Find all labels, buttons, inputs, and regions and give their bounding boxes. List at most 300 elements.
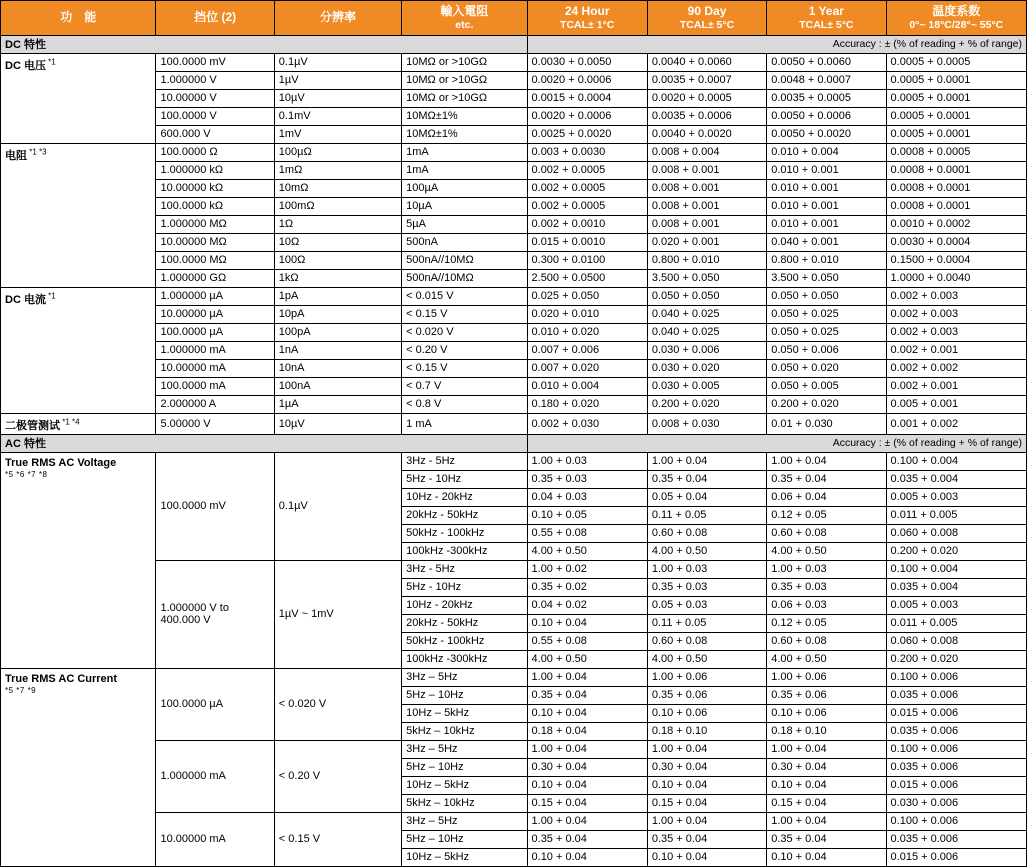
cell-c3: 5µA (402, 215, 527, 233)
cell-c6: 1.00 + 0.03 (647, 560, 766, 578)
cell-c4: 5Hz – 10Hz (402, 686, 527, 704)
range-label: 100.0000 mV (156, 452, 274, 560)
cell-c7: 0.12 + 0.05 (767, 614, 886, 632)
table-row (1, 413, 1027, 434)
cell-c7: 0.06 + 0.04 (767, 488, 886, 506)
cell-c7: 0.35 + 0.03 (767, 578, 886, 596)
cell-c4: 0.003 + 0.0030 (527, 143, 647, 161)
cell-c2: 10pA (274, 305, 401, 323)
cell-c8: 0.035 + 0.006 (886, 758, 1026, 776)
cell-c5: 1.00 + 0.02 (527, 560, 647, 578)
cell-c5: 0.008 + 0.001 (647, 179, 766, 197)
cell-c4: 50kHz - 100kHz (402, 632, 527, 650)
cell-c7: 0.0008 + 0.0001 (886, 179, 1026, 197)
cell-c6: 0.18 + 0.10 (647, 722, 766, 740)
cell-c3: 10MΩ±1% (402, 107, 527, 125)
table-header (1, 1, 1027, 36)
cell-c4: 20kHz - 50kHz (402, 506, 527, 524)
cell-c5: 0.04 + 0.02 (527, 596, 647, 614)
cell-c3: < 0.15 V (402, 359, 527, 377)
cell-c5: 0.050 + 0.050 (647, 287, 766, 305)
cell-c4: 10Hz - 20kHz (402, 488, 527, 506)
cell-c5: 0.030 + 0.020 (647, 359, 766, 377)
cell-c7: 0.10 + 0.04 (767, 848, 886, 866)
cell-c6: 0.0035 + 0.0005 (767, 89, 886, 107)
cell-c6: 0.010 + 0.001 (767, 179, 886, 197)
cell-c6: 0.35 + 0.04 (647, 830, 766, 848)
cell-c4: 0.002 + 0.0005 (527, 179, 647, 197)
cell-c1: 5.00000 V (156, 413, 274, 434)
resolution-label: < 0.20 V (274, 740, 401, 812)
cell-c4: 10Hz – 5kHz (402, 704, 527, 722)
cell-c8: 0.015 + 0.006 (886, 848, 1026, 866)
cell-c5: 0.10 + 0.05 (527, 506, 647, 524)
col-24hour: 24 Hour TCAL± 1°C (527, 1, 647, 36)
cell-c4: 3Hz – 5Hz (402, 812, 527, 830)
cell-c5: 0.008 + 0.001 (647, 161, 766, 179)
cell-c8: 0.035 + 0.006 (886, 686, 1026, 704)
section-header-row (1, 35, 1027, 53)
cell-c6: 0.0050 + 0.0060 (767, 53, 886, 71)
cell-c6: 0.050 + 0.050 (767, 287, 886, 305)
cell-c7: 0.0005 + 0.0001 (886, 107, 1026, 125)
cell-c2: 10Ω (274, 233, 401, 251)
cell-c6: 0.050 + 0.025 (767, 323, 886, 341)
cell-c3: 10MΩ or >10GΩ (402, 89, 527, 107)
cell-c6: 0.01 + 0.030 (767, 413, 886, 434)
range-label: 1.000000 mA (156, 740, 274, 812)
cell-c5: 0.040 + 0.025 (647, 323, 766, 341)
cell-c7: 4.00 + 0.50 (767, 542, 886, 560)
cell-c4: 3Hz - 5Hz (402, 452, 527, 470)
cell-c4: 0.002 + 0.0010 (527, 215, 647, 233)
cell-c4: 3Hz - 5Hz (402, 560, 527, 578)
cell-c1: 100.0000 kΩ (156, 197, 274, 215)
cell-c5: 0.35 + 0.04 (527, 686, 647, 704)
cell-c6: 0.35 + 0.06 (647, 686, 766, 704)
cell-c8: 0.005 + 0.003 (886, 596, 1026, 614)
cell-c7: 0.0005 + 0.0001 (886, 71, 1026, 89)
col-temp-coefficient: 温度系数 0°~ 18°C/28°~ 55°C (886, 1, 1026, 36)
cell-c5: 0.008 + 0.001 (647, 197, 766, 215)
cell-c6: 0.050 + 0.005 (767, 377, 886, 395)
cell-c7: 0.0005 + 0.0001 (886, 89, 1026, 107)
cell-c3: < 0.020 V (402, 323, 527, 341)
cell-c7: 0.002 + 0.003 (886, 323, 1026, 341)
cell-c7: 0.1500 + 0.0004 (886, 251, 1026, 269)
col-input-impedance: 輸入電阻 etc. (402, 1, 527, 36)
cell-c4: 0.0030 + 0.0050 (527, 53, 647, 71)
cell-c6: 0.0048 + 0.0007 (767, 71, 886, 89)
cell-c8: 0.035 + 0.006 (886, 722, 1026, 740)
cell-c4: 0.010 + 0.020 (527, 323, 647, 341)
cell-c5: 0.35 + 0.03 (527, 470, 647, 488)
col-1year: 1 Year TCAL± 5°C (767, 1, 886, 36)
cell-c6: 0.0050 + 0.0020 (767, 125, 886, 143)
cell-c2: 10µV (274, 413, 401, 434)
cell-c8: 0.100 + 0.006 (886, 668, 1026, 686)
cell-c7: 0.002 + 0.001 (886, 377, 1026, 395)
cell-c7: 1.00 + 0.06 (767, 668, 886, 686)
cell-c6: 0.30 + 0.04 (647, 758, 766, 776)
cell-c4: 0.020 + 0.010 (527, 305, 647, 323)
cell-c7: 0.002 + 0.002 (886, 359, 1026, 377)
cell-c5: 0.008 + 0.030 (647, 413, 766, 434)
cell-c6: 0.60 + 0.08 (647, 524, 766, 542)
cell-c8: 0.200 + 0.020 (886, 542, 1026, 560)
cell-c6: 0.010 + 0.004 (767, 143, 886, 161)
cell-c3: < 0.15 V (402, 305, 527, 323)
cell-c5: 0.35 + 0.02 (527, 578, 647, 596)
range-label: 100.0000 µA (156, 668, 274, 740)
cell-c7: 0.002 + 0.003 (886, 305, 1026, 323)
cell-c7: 0.002 + 0.001 (886, 341, 1026, 359)
cell-c4: 50kHz - 100kHz (402, 524, 527, 542)
function-label: 二极管测试 $^{*1 *4}$ (1, 413, 156, 434)
cell-c4: 10Hz – 5kHz (402, 848, 527, 866)
cell-c7: 0.15 + 0.04 (767, 794, 886, 812)
cell-c1: 10.00000 kΩ (156, 179, 274, 197)
cell-c6: 0.60 + 0.08 (647, 632, 766, 650)
cell-c4: 100kHz -300kHz (402, 650, 527, 668)
cell-c3: 500nA//10MΩ (402, 269, 527, 287)
cell-c4: 0.015 + 0.0010 (527, 233, 647, 251)
cell-c3: < 0.015 V (402, 287, 527, 305)
cell-c7: 0.10 + 0.04 (767, 776, 886, 794)
cell-c7: 0.35 + 0.04 (767, 830, 886, 848)
resolution-label: < 0.15 V (274, 812, 401, 866)
cell-c3: 100µA (402, 179, 527, 197)
cell-c4: 0.300 + 0.0100 (527, 251, 647, 269)
cell-c5: 0.0040 + 0.0060 (647, 53, 766, 71)
cell-c3: 10MΩ or >10GΩ (402, 53, 527, 71)
cell-c7: 1.0000 + 0.0040 (886, 269, 1026, 287)
cell-c2: 0.1µV (274, 53, 401, 71)
cell-c6: 0.050 + 0.025 (767, 305, 886, 323)
cell-c6: 0.010 + 0.001 (767, 161, 886, 179)
cell-c1: 1.000000 mA (156, 341, 274, 359)
cell-c1: 10.00000 µA (156, 305, 274, 323)
cell-c6: 0.200 + 0.020 (767, 395, 886, 413)
cell-c7: 4.00 + 0.50 (767, 650, 886, 668)
cell-c2: 100nA (274, 377, 401, 395)
cell-c2: 1mV (274, 125, 401, 143)
resolution-label: < 0.020 V (274, 668, 401, 740)
cell-c4: 2.500 + 0.0500 (527, 269, 647, 287)
cell-c1: 10.00000 mA (156, 359, 274, 377)
cell-c5: 0.0020 + 0.0005 (647, 89, 766, 107)
cell-c4: 0.0025 + 0.0020 (527, 125, 647, 143)
cell-c5: 0.800 + 0.010 (647, 251, 766, 269)
cell-c7: 0.0005 + 0.0005 (886, 53, 1026, 71)
cell-c5: 0.10 + 0.04 (527, 614, 647, 632)
cell-c6: 1.00 + 0.04 (647, 812, 766, 830)
section-accuracy-note: Accuracy : ± (% of reading + % of range) (527, 434, 1026, 452)
cell-c4: 0.0015 + 0.0004 (527, 89, 647, 107)
function-label: True RMS AC Current *5 *7 *9 (1, 668, 156, 866)
cell-c6: 0.11 + 0.05 (647, 506, 766, 524)
range-label: 10.00000 mA (156, 812, 274, 866)
cell-c5: 0.020 + 0.001 (647, 233, 766, 251)
cell-c6: 0.11 + 0.05 (647, 614, 766, 632)
cell-c4: 10Hz – 5kHz (402, 776, 527, 794)
cell-c5: 0.0035 + 0.0007 (647, 71, 766, 89)
cell-c1: 10.00000 V (156, 89, 274, 107)
cell-c5: 0.04 + 0.03 (527, 488, 647, 506)
col-resolution: 分辨率 (274, 1, 401, 36)
cell-c2: 1nA (274, 341, 401, 359)
cell-c8: 0.100 + 0.006 (886, 812, 1026, 830)
cell-c3: 10µA (402, 197, 527, 215)
col-90day: 90 Day TCAL± 5°C (647, 1, 766, 36)
cell-c7: 0.0030 + 0.0004 (886, 233, 1026, 251)
cell-c4: 5Hz – 10Hz (402, 830, 527, 848)
cell-c8: 0.060 + 0.008 (886, 632, 1026, 650)
cell-c4: 0.002 + 0.0005 (527, 161, 647, 179)
cell-c5: 0.008 + 0.001 (647, 215, 766, 233)
cell-c2: 100mΩ (274, 197, 401, 215)
cell-c5: 0.30 + 0.04 (527, 758, 647, 776)
cell-c4: 0.025 + 0.050 (527, 287, 647, 305)
col-function: 功 能 (1, 1, 156, 36)
table-row (1, 53, 1027, 71)
cell-c7: 0.35 + 0.06 (767, 686, 886, 704)
cell-c7: 1.00 + 0.04 (767, 740, 886, 758)
cell-c8: 0.035 + 0.004 (886, 578, 1026, 596)
cell-c7: 0.12 + 0.05 (767, 506, 886, 524)
cell-c8: 0.035 + 0.004 (886, 470, 1026, 488)
cell-c2: 1µA (274, 395, 401, 413)
cell-c6: 0.15 + 0.04 (647, 794, 766, 812)
cell-c4: 0.0020 + 0.0006 (527, 71, 647, 89)
cell-c3: 1mA (402, 161, 527, 179)
resolution-label: 1µV ~ 1mV (274, 560, 401, 668)
cell-c4: 5Hz - 10Hz (402, 578, 527, 596)
cell-c7: 0.005 + 0.001 (886, 395, 1026, 413)
cell-c7: 0.002 + 0.003 (886, 287, 1026, 305)
cell-c6: 0.050 + 0.020 (767, 359, 886, 377)
cell-c2: 10nA (274, 359, 401, 377)
cell-c2: 1Ω (274, 215, 401, 233)
cell-c3: 10MΩ±1% (402, 125, 527, 143)
cell-c6: 0.05 + 0.03 (647, 596, 766, 614)
cell-c5: 1.00 + 0.04 (527, 740, 647, 758)
cell-c8: 0.100 + 0.006 (886, 740, 1026, 758)
cell-c1: 1.000000 kΩ (156, 161, 274, 179)
cell-c5: 0.10 + 0.04 (527, 776, 647, 794)
cell-c7: 1.00 + 0.04 (767, 812, 886, 830)
table-row (1, 452, 1027, 470)
cell-c2: 10µV (274, 89, 401, 107)
cell-c7: 0.18 + 0.10 (767, 722, 886, 740)
cell-c6: 0.050 + 0.006 (767, 341, 886, 359)
cell-c7: 0.10 + 0.06 (767, 704, 886, 722)
cell-c6: 0.35 + 0.04 (647, 470, 766, 488)
cell-c1: 100.0000 MΩ (156, 251, 274, 269)
cell-c3: < 0.7 V (402, 377, 527, 395)
function-label: DC 电压 $^{*1}$ (1, 53, 156, 143)
header-row (1, 1, 1027, 36)
resolution-label: 0.1µV (274, 452, 401, 560)
cell-c3: 1 mA (402, 413, 527, 434)
cell-c1: 600.000 V (156, 125, 274, 143)
cell-c8: 0.005 + 0.003 (886, 488, 1026, 506)
cell-c6: 0.10 + 0.06 (647, 704, 766, 722)
cell-c5: 0.200 + 0.020 (647, 395, 766, 413)
cell-c7: 0.001 + 0.002 (886, 413, 1026, 434)
cell-c1: 1.000000 MΩ (156, 215, 274, 233)
cell-c6: 0.800 + 0.010 (767, 251, 886, 269)
cell-c6: 0.010 + 0.001 (767, 197, 886, 215)
cell-c1: 1.000000 GΩ (156, 269, 274, 287)
cell-c3: < 0.20 V (402, 341, 527, 359)
cell-c7: 0.06 + 0.03 (767, 596, 886, 614)
cell-c7: 0.60 + 0.08 (767, 524, 886, 542)
cell-c5: 1.00 + 0.03 (527, 452, 647, 470)
cell-c6: 0.10 + 0.04 (647, 848, 766, 866)
cell-c7: 0.0008 + 0.0001 (886, 197, 1026, 215)
cell-c2: 100pA (274, 323, 401, 341)
cell-c2: 0.1mV (274, 107, 401, 125)
cell-c4: 0.002 + 0.0005 (527, 197, 647, 215)
cell-c5: 0.030 + 0.006 (647, 341, 766, 359)
cell-c4: 10Hz - 20kHz (402, 596, 527, 614)
cell-c6: 0.010 + 0.001 (767, 215, 886, 233)
cell-c2: 100µΩ (274, 143, 401, 161)
cell-c5: 0.0035 + 0.0006 (647, 107, 766, 125)
cell-c7: 0.30 + 0.04 (767, 758, 886, 776)
function-label: DC 电流 $^{*1}$ (1, 287, 156, 413)
cell-c1: 100.0000 V (156, 107, 274, 125)
cell-c3: 10MΩ or >10GΩ (402, 71, 527, 89)
cell-c6: 0.05 + 0.04 (647, 488, 766, 506)
cell-c5: 0.10 + 0.04 (527, 848, 647, 866)
cell-c7: 0.0008 + 0.0001 (886, 161, 1026, 179)
cell-c3: < 0.8 V (402, 395, 527, 413)
cell-c5: 4.00 + 0.50 (527, 542, 647, 560)
cell-c1: 100.0000 mA (156, 377, 274, 395)
cell-c4: 5kHz – 10kHz (402, 722, 527, 740)
cell-c5: 0.030 + 0.005 (647, 377, 766, 395)
cell-c4: 100kHz -300kHz (402, 542, 527, 560)
cell-c7: 0.35 + 0.04 (767, 470, 886, 488)
cell-c1: 10.00000 MΩ (156, 233, 274, 251)
cell-c5: 0.15 + 0.04 (527, 794, 647, 812)
cell-c1: 100.0000 mV (156, 53, 274, 71)
cell-c6: 4.00 + 0.50 (647, 650, 766, 668)
cell-c5: 3.500 + 0.050 (647, 269, 766, 287)
cell-c7: 0.0005 + 0.0001 (886, 125, 1026, 143)
cell-c4: 3Hz – 5Hz (402, 668, 527, 686)
cell-c4: 0.002 + 0.030 (527, 413, 647, 434)
cell-c1: 100.0000 Ω (156, 143, 274, 161)
cell-c8: 0.015 + 0.006 (886, 704, 1026, 722)
cell-c2: 1mΩ (274, 161, 401, 179)
cell-c5: 0.55 + 0.08 (527, 524, 647, 542)
cell-c3: 1mA (402, 143, 527, 161)
cell-c6: 4.00 + 0.50 (647, 542, 766, 560)
cell-c8: 0.030 + 0.006 (886, 794, 1026, 812)
cell-c8: 0.015 + 0.006 (886, 776, 1026, 794)
cell-c2: 1µV (274, 71, 401, 89)
section-title: DC 特性 (1, 35, 528, 53)
cell-c5: 4.00 + 0.50 (527, 650, 647, 668)
col-range: 挡位 (2) (156, 1, 274, 36)
table-row (1, 287, 1027, 305)
cell-c8: 0.060 + 0.008 (886, 524, 1026, 542)
cell-c4: 20kHz - 50kHz (402, 614, 527, 632)
cell-c5: 0.18 + 0.04 (527, 722, 647, 740)
cell-c3: 500nA (402, 233, 527, 251)
cell-c4: 0.180 + 0.020 (527, 395, 647, 413)
cell-c6: 0.0050 + 0.0006 (767, 107, 886, 125)
cell-c6: 0.040 + 0.001 (767, 233, 886, 251)
cell-c6: 1.00 + 0.04 (647, 740, 766, 758)
range-label: 1.000000 V to 400.000 V (156, 560, 274, 668)
cell-c4: 5Hz - 10Hz (402, 470, 527, 488)
cell-c2: 10mΩ (274, 179, 401, 197)
cell-c8: 0.011 + 0.005 (886, 614, 1026, 632)
section-header-row (1, 434, 1027, 452)
cell-c6: 1.00 + 0.06 (647, 668, 766, 686)
cell-c4: 0.010 + 0.004 (527, 377, 647, 395)
cell-c8: 0.100 + 0.004 (886, 452, 1026, 470)
table-body (1, 35, 1027, 866)
cell-c3: 500nA//10MΩ (402, 251, 527, 269)
cell-c4: 0.0020 + 0.0006 (527, 107, 647, 125)
cell-c2: 1kΩ (274, 269, 401, 287)
cell-c4: 0.007 + 0.006 (527, 341, 647, 359)
cell-c6: 1.00 + 0.04 (647, 452, 766, 470)
cell-c6: 3.500 + 0.050 (767, 269, 886, 287)
function-label: True RMS AC Voltage *5 *6 *7 *8 (1, 452, 156, 668)
cell-c6: 0.10 + 0.04 (647, 776, 766, 794)
cell-c4: 3Hz – 5Hz (402, 740, 527, 758)
cell-c1: 1.000000 V (156, 71, 274, 89)
cell-c5: 0.55 + 0.08 (527, 632, 647, 650)
cell-c6: 0.35 + 0.03 (647, 578, 766, 596)
cell-c1: 100.0000 µA (156, 323, 274, 341)
cell-c7: 1.00 + 0.04 (767, 452, 886, 470)
cell-c8: 0.035 + 0.006 (886, 830, 1026, 848)
cell-c1: 1.000000 µA (156, 287, 274, 305)
cell-c7: 0.0010 + 0.0002 (886, 215, 1026, 233)
cell-c2: 1pA (274, 287, 401, 305)
section-accuracy-note: Accuracy : ± (% of reading + % of range) (527, 35, 1026, 53)
cell-c1: 2.000000 A (156, 395, 274, 413)
cell-c5: 0.008 + 0.004 (647, 143, 766, 161)
cell-c5: 0.10 + 0.04 (527, 704, 647, 722)
cell-c8: 0.100 + 0.004 (886, 560, 1026, 578)
cell-c7: 1.00 + 0.03 (767, 560, 886, 578)
cell-c5: 0.0040 + 0.0020 (647, 125, 766, 143)
cell-c7: 0.0008 + 0.0005 (886, 143, 1026, 161)
cell-c4: 5Hz – 10Hz (402, 758, 527, 776)
function-label: 电阻 $^{*1 *3}$ (1, 143, 156, 287)
cell-c8: 0.011 + 0.005 (886, 506, 1026, 524)
cell-c4: 0.007 + 0.020 (527, 359, 647, 377)
section-title: AC 特性 (1, 434, 528, 452)
cell-c5: 0.040 + 0.025 (647, 305, 766, 323)
cell-c8: 0.200 + 0.020 (886, 650, 1026, 668)
table-row (1, 668, 1027, 686)
cell-c7: 0.60 + 0.08 (767, 632, 886, 650)
cell-c5: 1.00 + 0.04 (527, 668, 647, 686)
cell-c5: 1.00 + 0.04 (527, 812, 647, 830)
table-row (1, 143, 1027, 161)
cell-c2: 100Ω (274, 251, 401, 269)
cell-c5: 0.35 + 0.04 (527, 830, 647, 848)
